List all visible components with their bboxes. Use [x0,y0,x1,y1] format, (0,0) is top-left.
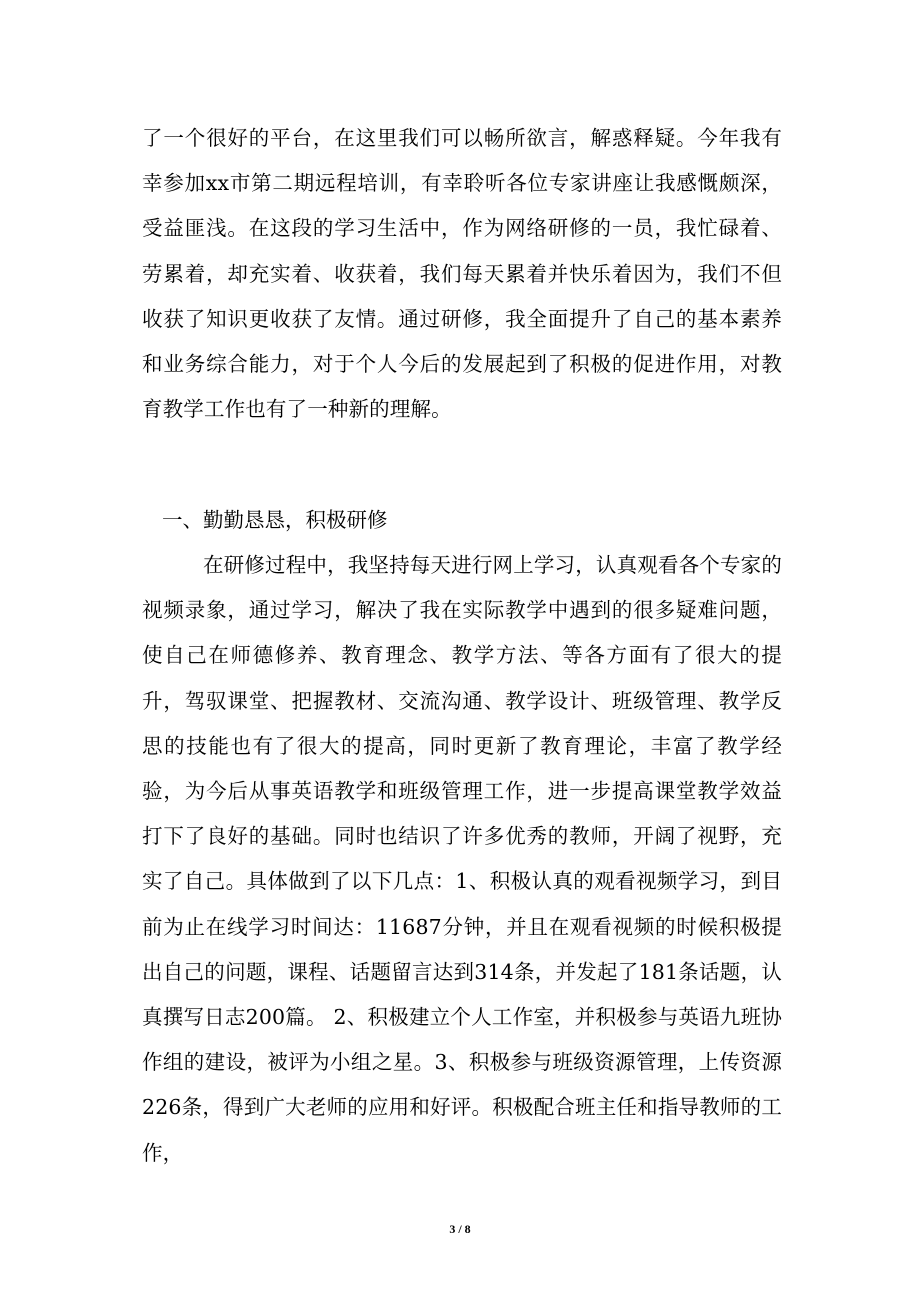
page-number: 3 / 8 [449,1222,471,1236]
body-paragraph: 在研修过程中，我坚持每天进行网上学习，认真观看各个专家的视频录象，通过学习，解决了我在实际教学中遇到的很多疑难问题，使自己在师德修养、教育理念、教学方法、等各方面有了很大的提升，驾驭课堂、把握教材、交流沟通、教学设计、班级管理、教学反思的技能也有了很大的提高，同时更新了教育理论，丰富了教学经验，为今后从事英语教学和班级管理工作，进一步提高课堂教学效益打下了良好的基础。同时也结识了许多优秀的教师，开阔了视野，充实了自己。具体做到了以下几点：1、积极认真的观看视频学习，到目前为止在线学习时间达：11687分钟，并且在观看视频的时候积极提出自己的问题，课程、话题留言达到314条，并发起了181条话题，认真撰写日志200篇。 2、积极建立个人工作室，并积极参与英语九班协作组的建设，被评为小组之星。3、积极参与班级资源管理，上传资源226条，得到广大老师的应用和好评。积极配合班主任和指导教师的工作， [142,553,782,1165]
section-heading: 一、勤勤恳恳，积极研修 [162,508,388,532]
body-paragraph-continued: 了一个很好的平台，在这里我们可以畅所欲言，解惑释疑。今年我有幸参加xx市第二期远程培训，有幸聆听各位专家讲座让我感慨颇深，受益匪浅。在这段的学习生活中，作为网络研修的一员，我忙碌着、劳累着，却充实着、收获着，我们每天累着并快乐着因为，我们不但收获了知识更收获了友情。通过研修，我全面提升了自己的基本素养和业务综合能力，对于个人今后的发展起到了积极的促进作用，对教育教学工作也有了一种新的理解。 [142,126,782,422]
